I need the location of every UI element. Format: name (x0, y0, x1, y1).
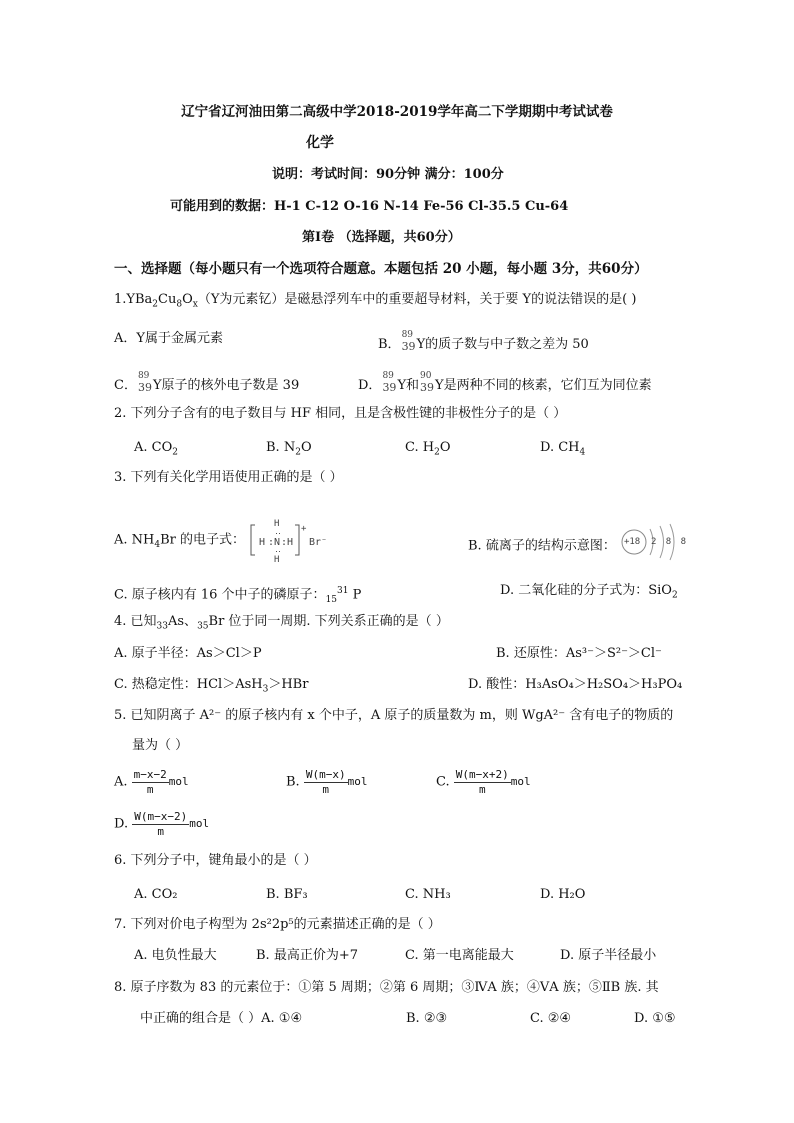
q4-option-c: C. 热稳定性：HCl＞AsH$_3$＞HBr (114, 677, 309, 695)
q7-option-a: A. 电负性最大 (134, 948, 217, 963)
ammonium-bromide-electron-formula (249, 517, 349, 563)
exam-instructions: 说明：考试时间：90分钟 满分：100分 (272, 167, 504, 182)
q5-stem-line1: 5. 已知阴离子 A²⁻ 的原子核内有 x 个中子，A 原子的质量数为 m，则 WgA²⁻ 含有电子的物质的 (114, 708, 674, 723)
q8-stem-line2: 中正确的组合是（ ）A. ①④ (140, 1011, 303, 1026)
q4-option-d: D. 酸性：H₃AsO₄＞H₂SO₄＞H₃PO₄ (468, 677, 683, 692)
q2-option-a: A. $CO_2$ (134, 440, 178, 458)
nuclide-y89: 89 39 (137, 371, 152, 394)
q2-option-d: D. $CH_4$ (540, 440, 586, 458)
svg-text:N: N (274, 537, 281, 548)
svg-text:‥: ‥ (275, 527, 282, 537)
q8-stem-line1: 8. 原子序数为 83 的元素位于：①第 5 周期；②第 6 周期；③ⅣA 族；④ⅤA 族；⑤ⅡB 族. 其 (114, 980, 659, 995)
q8-option-c: C. ②④ (530, 1011, 572, 1026)
fraction: $\frac{W(m-x+2)}{m}$ (455, 767, 509, 796)
subject-title: 化学 (306, 135, 334, 151)
q1-stem: $1.YBa_2Cu_8O_x(Y$为元素钇）是磁悬浮列车中的重要超导材料，关于要 Y的说法错误的是( ) (114, 292, 637, 310)
q1-option-b: B． 89 39 Y的质子数与中子数之差为 50 (378, 331, 589, 357)
q8-option-d: D. ①⑤ (634, 1011, 676, 1026)
q2-stem: 2. 下列分子含有的电子数目与 HF 相同，且是含极性键的非极性分子的是（ ） (114, 406, 567, 421)
q3-stem: 3. 下列有关化学用语使用正确的是（ ） (114, 470, 343, 485)
q5-option-a: A. $\frac{m-x-2}{m}$ mol (114, 767, 189, 796)
q6-option-b: B. BF₃ (266, 887, 308, 902)
svg-text::: : (281, 537, 288, 548)
section1-title: 一、选择题（每小题只有一个选项符合题意。本题包括 20 小题，每小题 3分，共60分） (114, 261, 648, 277)
q5-option-c: C. $\frac{W(m-x+2)}{m}$ mol (436, 767, 531, 796)
svg-text:H: H (287, 537, 294, 548)
exam-title: 辽宁省辽河油田第二高级中学2018-2019学年高二下学期期中考试试卷 (181, 104, 613, 120)
q7-option-d: D. 原子半径最小 (560, 948, 657, 963)
part1-title: 第Ⅰ卷 （选择题，共60分） (302, 230, 461, 245)
q3-option-c: C. 原子核内有 16 个中子的磷原子：$_{15}^{31}$ P (114, 586, 362, 605)
q4-stem: 4. 已知$_{33}$As、$_{35}$Br 位于同一周期. 下列关系正确的是（ ） (114, 614, 449, 632)
fraction: $\frac{m-x-2}{m}$ (133, 767, 167, 796)
q5-stem-line2: 量为（ ） (132, 738, 189, 753)
q2-option-b: B. $N_2O$ (266, 440, 312, 458)
svg-text:‥: ‥ (275, 545, 282, 555)
q7-option-c: C. 第一电离能最大 (405, 948, 514, 963)
q4-option-b: B. 还原性：As³⁻＞S²⁻＞Cl⁻ (496, 646, 662, 661)
q4-option-a: A. 原子半径：As＞Cl＞P (114, 646, 262, 661)
svg-text:H: H (259, 537, 266, 548)
q1-option-c: C． 89 39 Y原子的核外电子数是 39 (114, 372, 299, 398)
q3-option-a: A. $NH_4Br$ 的电子式： H : N : H H ‥ ‥ H + Br⁻ (114, 517, 349, 563)
sulfide-ion-structure-diagram: +18 2 8 8 (620, 527, 682, 565)
q6-option-d: D. H₂O (540, 887, 586, 902)
q7-option-b: B. 最高正价为+7 (256, 948, 358, 963)
atomic-masses: 可能用到的数据：H-1 C-12 O-16 N-14 Fe-56 Cl-35.5 Cu-64 (170, 199, 569, 214)
nuclide-y89: 89 39 (401, 330, 416, 353)
fraction: $\frac{W(m-x)}{m}$ (305, 767, 346, 796)
q6-option-a: A. CO₂ (134, 887, 178, 902)
q1-option-a: A．Y属于金属元素 (114, 331, 223, 346)
svg-text::: : (268, 537, 275, 548)
q3-option-d: D. 二氧化硅的分子式为：SiO$_2$ (500, 583, 678, 601)
q2-option-c: C. $H_2O$ (405, 440, 451, 458)
q6-stem: 6. 下列分子中，键角最小的是（ ） (114, 853, 317, 868)
nuclide-y90: 90 39 (420, 371, 435, 394)
svg-text:H: H (274, 519, 280, 529)
svg-text:H: H (274, 555, 280, 563)
nuclide-y89: 89 39 (382, 371, 397, 394)
q7-stem: 7. 下列对价电子构型为 2s²2p⁵的元素描述正确的是（ ） (114, 917, 441, 932)
q5-option-b: B. $\frac{W(m-x)}{m}$ mol (286, 767, 368, 796)
q1-option-d: D． 89 39 Y和 90 39 Y是两种不同的核素，它们互为同位素 (358, 372, 652, 398)
q3-option-b: B. 硫离子的结构示意图： +18 2 8 8 (468, 527, 682, 565)
svg-text:Br⁻: Br⁻ (309, 537, 328, 548)
fraction: $\frac{W(m-x-2)}{m}$ (134, 809, 188, 838)
q5-option-d: D. $\frac{W(m-x-2)}{m}$ mol (114, 809, 210, 838)
q6-option-c: C. NH₃ (405, 887, 451, 902)
svg-text:+: + (301, 524, 307, 534)
q8-option-b: B. ②③ (406, 1011, 448, 1026)
